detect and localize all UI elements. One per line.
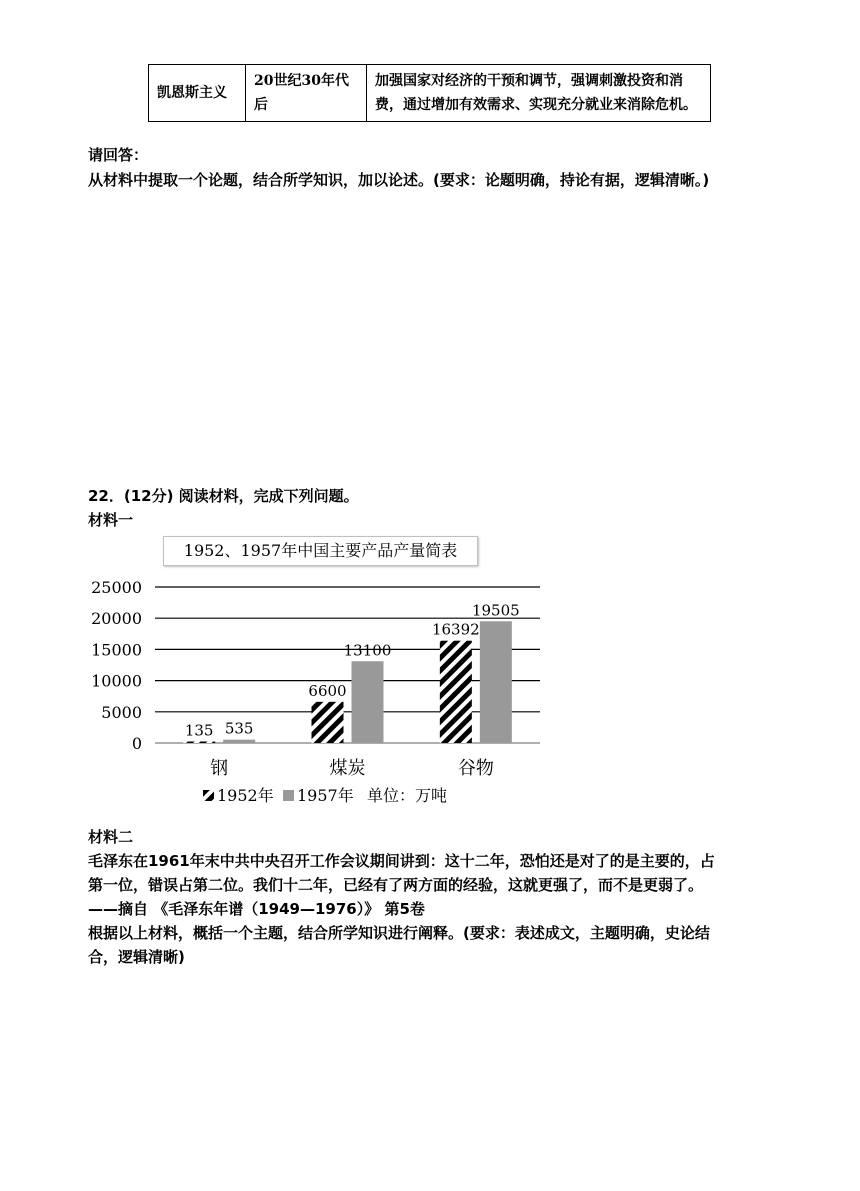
- data-label: 13100: [343, 641, 392, 660]
- data-label: 19505: [471, 601, 520, 620]
- quote-line-1: 毛泽东在1961年末中共中央召开工作会议期间讲到：这十二年，恐怕还是对了的是主要的，占: [88, 852, 715, 870]
- quote-line-2: 第一位，错误占第二位。我们十二年，已经有了两方面的经验，这就更强了，而不是更弱了。: [88, 876, 704, 894]
- y-tick-label: 15000: [91, 640, 142, 660]
- bar-1952: [183, 742, 215, 744]
- material-2-label: 材料二: [88, 828, 134, 846]
- legend-swatch: [283, 790, 294, 801]
- x-tick-label: 钢: [210, 758, 229, 779]
- material-1-label: 材料一: [88, 511, 134, 529]
- question-22-header: 22．(12分) 阅读材料，完成下列问题。: [88, 487, 359, 505]
- question-21-prompt: 从材料中提取一个论题，结合所学知识，加以论述。(要求：论题明确，持论有据，逻辑清晰。): [88, 171, 710, 189]
- unit-label: 单位：万吨: [367, 786, 448, 805]
- question-22-prompt-line-1: 根据以上材料，概括一个主题，结合所学知识进行阐释。(要求：表述成文，主题明确，史论结: [88, 924, 710, 942]
- bar-1952: [312, 702, 344, 743]
- answer-prompt-label: 请回答：: [88, 146, 149, 164]
- chart-title: 1952、1957年中国主要产品产量简表: [163, 536, 478, 566]
- table-cell-content: 加强国家对经济的干预和调节，强调刺激投资和消费，通过增加有效需求、实现充分就业来消除危机。: [367, 65, 711, 122]
- bar-1957: [352, 661, 384, 743]
- data-label: 6600: [308, 681, 347, 700]
- legend-swatch: [203, 790, 214, 801]
- y-tick-label: 25000: [91, 578, 142, 597]
- y-tick-label: 20000: [91, 609, 142, 629]
- y-tick-label: 0: [131, 734, 142, 753]
- x-tick-label: 谷物: [457, 758, 494, 779]
- table-cell-period: 20世纪30年代后: [246, 65, 367, 122]
- question-22-prompt-line-2: 合，逻辑清晰): [88, 948, 185, 966]
- table-cell-school: 凯恩斯主义: [149, 65, 246, 122]
- x-tick-label: 煤炭: [329, 758, 366, 779]
- legend-label: 1957年: [297, 786, 354, 805]
- bar-1952: [440, 641, 472, 743]
- quote-source: ——摘自 《毛泽东年谱（1949—1976）》 第5卷: [88, 900, 425, 918]
- y-tick-label: 10000: [91, 671, 142, 691]
- bar-1957: [223, 740, 255, 743]
- data-label: 16392: [431, 620, 480, 639]
- y-tick-label: 5000: [101, 702, 142, 722]
- data-label: 135: [184, 721, 214, 740]
- legend-label: 1952年: [217, 786, 274, 805]
- data-label: 535: [224, 719, 254, 738]
- bar-1957: [480, 621, 512, 743]
